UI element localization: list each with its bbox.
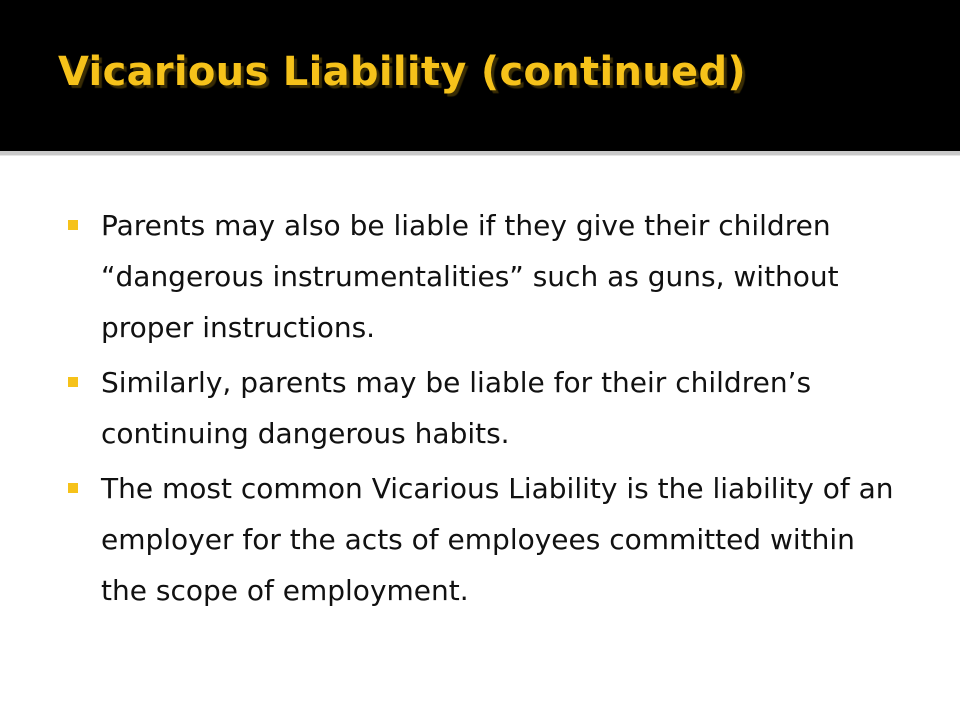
bullet-text: The most common Vicarious Liability is the liability of an employer for the acts of employees committed within the scope of employment.: [101, 472, 894, 607]
title-divider: [0, 151, 960, 156]
bullet-item: [66, 463, 906, 616]
bullet-item: [66, 357, 906, 459]
square-bullet-icon: [68, 483, 78, 493]
slide-title: Vicarious Liability (continued): [58, 49, 746, 95]
title-bar: [0, 0, 960, 151]
bullet-text: Similarly, parents may be liable for their children’s continuing dangerous habits.: [101, 366, 812, 450]
bullet-text: Parents may also be liable if they give their children “dangerous instrumentalities” such as guns, without proper instructions.: [101, 209, 839, 344]
square-bullet-icon: [68, 220, 78, 230]
square-bullet-icon: [68, 377, 78, 387]
bullet-list: [66, 200, 906, 620]
bullet-item: [66, 200, 906, 353]
